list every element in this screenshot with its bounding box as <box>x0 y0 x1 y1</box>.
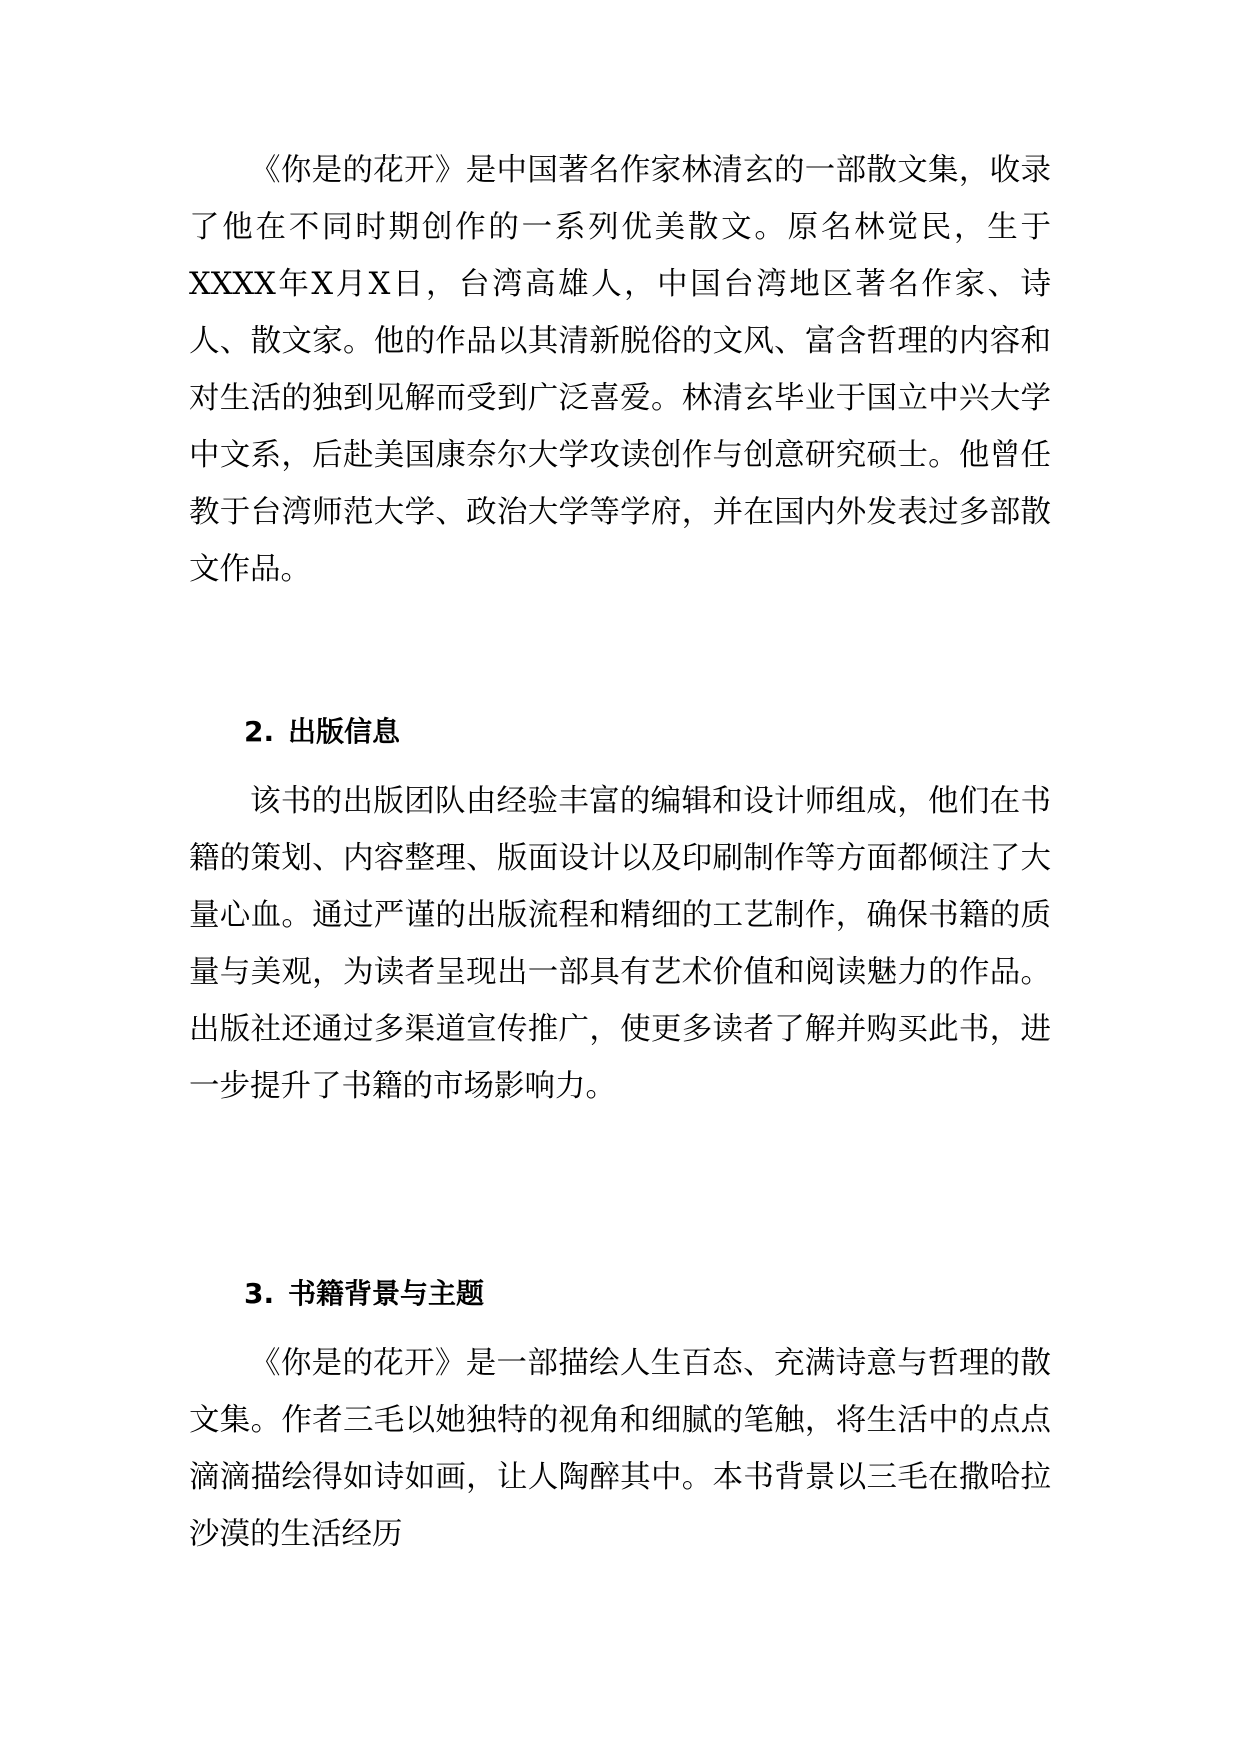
publishing-paragraph: 该书的出版团队由经验丰富的编辑和设计师组成，他们在书籍的策划、内容整理、版面设计以及印刷制作等方面都倾注了大量心血。通过严谨的出版流程和精细的工艺制作，确保书籍的质量与美观，为读者呈现出一部具有艺术价值和阅读魅力的作品。出版社还通过多渠道宣传推广，使更多读者了解并购买此书，进一步提升了书籍的市场影响力。 <box>189 784 1051 1104</box>
section-title: 出版信息 <box>288 715 401 748</box>
section-number: 3. <box>244 1277 275 1310</box>
section-heading-publishing <box>244 712 400 752</box>
intro-paragraph: 《你是的花开》是中国著名作家林清玄的一部散文集，收录了他在不同时期创作的一系列优美散文。原名林觉民，生于XXXX年X月X日，台湾高雄人，中国台湾地区著名作家、诗人、散文家。他的作品以其清新脱俗的文风、富含哲理的内容和对生活的独到见解而受到广泛喜爱。林清玄毕业于国立中兴大学中文系，后赴美国康奈尔大学攻读创作与创意研究硕士。他曾任教于台湾师范大学、政治大学等学府，并在国内外发表过多部散文作品。 <box>189 153 1051 587</box>
section-heading-background <box>244 1274 484 1314</box>
section-title: 书籍背景与主题 <box>288 1277 485 1310</box>
background-paragraph: 《你是的花开》是一部描绘人生百态、充满诗意与哲理的散文集。作者三毛以她独特的视角和细腻的笔触，将生活中的点点滴滴描绘得如诗如画，让人陶醉其中。本书背景以三毛在撒哈拉沙漠的生活经历 <box>189 1346 1051 1552</box>
section-number: 2. <box>244 715 275 748</box>
